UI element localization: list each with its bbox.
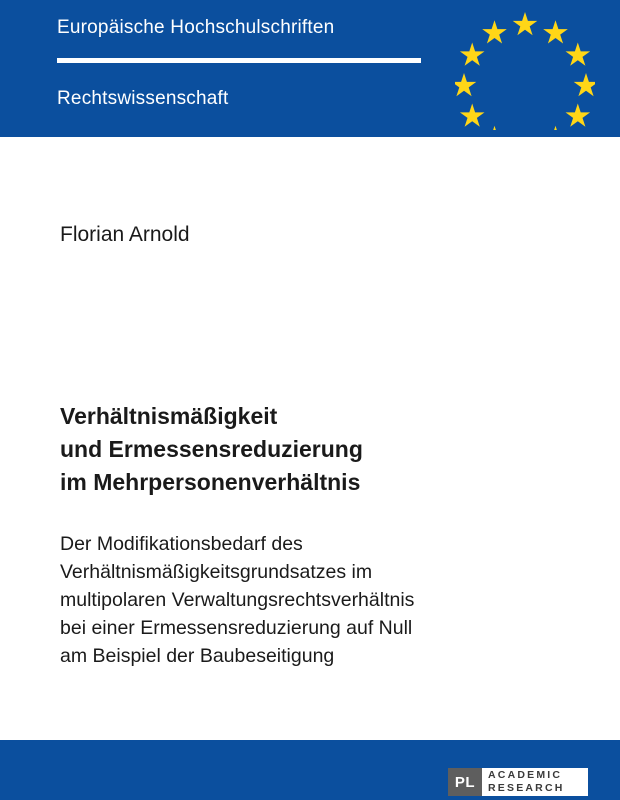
- subtitle-line: am Beispiel der Baubeseitigung: [60, 645, 335, 667]
- subtitle-line: bei einer Ermessensreduzierung auf Null: [60, 617, 413, 639]
- subtitle-line: multipolaren Verwaltungsrechtsverhältnis: [60, 589, 415, 611]
- publisher-wordmark: [482, 768, 588, 796]
- book-title: [60, 400, 560, 499]
- subtitle-line: Der Modifikationsbedarf des: [60, 533, 303, 555]
- publisher-line-academic: ACADEMIC: [488, 769, 563, 781]
- header-divider: [57, 58, 421, 63]
- title-line: im Mehrpersonenverhältnis: [60, 469, 361, 495]
- book-subtitle: [60, 530, 565, 670]
- title-line: und Ermessensreduzierung: [60, 436, 363, 462]
- eu-stars-circle-icon: [455, 8, 595, 130]
- publisher-mark: PL: [448, 768, 482, 796]
- series-subject: Rechtswissenschaft: [57, 88, 229, 109]
- publisher-logo: [448, 768, 588, 796]
- publisher-line-research: RESEARCH: [488, 782, 565, 794]
- author-name: Florian Arnold: [60, 223, 190, 246]
- subtitle-line: Verhältnismäßigkeitsgrundsatzes im: [60, 561, 373, 583]
- series-name: Europäische Hochschulschriften: [57, 17, 335, 38]
- title-line: Verhältnismäßigkeit: [60, 403, 278, 429]
